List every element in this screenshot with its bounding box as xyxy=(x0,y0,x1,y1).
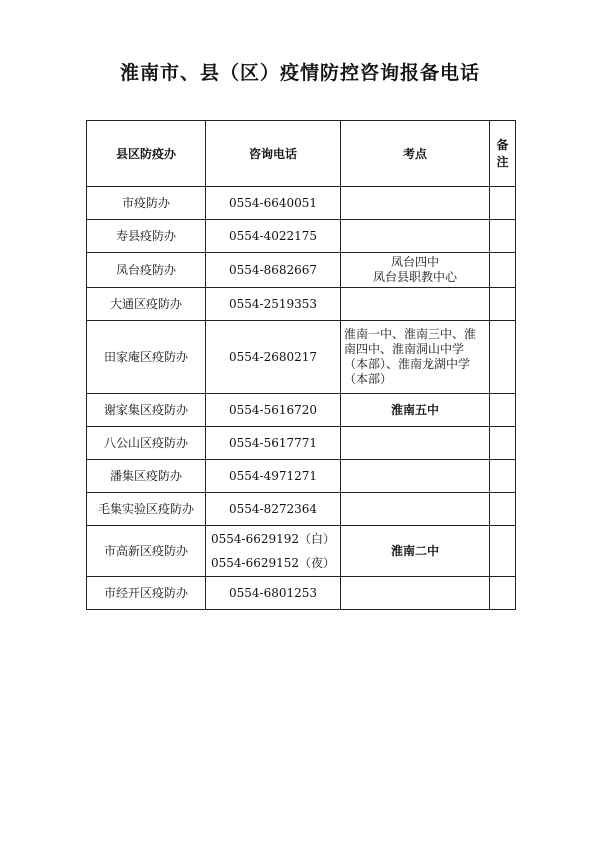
site-name: （本部） xyxy=(344,372,393,386)
phone-number: 0554-8682667 xyxy=(228,263,318,277)
header-site: 考点 xyxy=(341,121,490,187)
page-title: 淮南市、县（区）疫情防控咨询报备电话 xyxy=(119,62,480,84)
table-row xyxy=(87,394,516,427)
note-cell xyxy=(490,493,516,526)
note-cell xyxy=(490,187,516,220)
phone-number: 0554-2519353 xyxy=(228,297,318,311)
phone-number: 0554-2680217 xyxy=(228,350,318,364)
header-note xyxy=(490,121,516,187)
note-cell xyxy=(490,427,516,460)
site-cell xyxy=(341,427,490,460)
phone-number: 0554-6629152（夜） xyxy=(210,556,336,570)
table-row xyxy=(87,321,516,394)
phone-number: 0554-5617771 xyxy=(228,436,318,450)
table-row xyxy=(87,577,516,610)
phone-cell xyxy=(206,427,341,460)
phone-number: 0554-6640051 xyxy=(228,196,318,210)
site-name: 淮南五中 xyxy=(390,403,439,417)
table-row xyxy=(87,187,516,220)
note-cell xyxy=(490,394,516,427)
site-name: 淮南一中、淮南三中、淮 xyxy=(344,327,477,341)
site-name: 南四中、淮南洞山中学 xyxy=(344,342,465,356)
phone-number: 0554-8272364 xyxy=(228,502,318,516)
office-cell: 大通区疫防办 xyxy=(87,288,206,321)
note-cell xyxy=(490,253,516,288)
table-row xyxy=(87,288,516,321)
phone-number: 0554-6629192（白） xyxy=(210,532,336,546)
note-cell xyxy=(490,460,516,493)
office-cell: 市高新区疫防办 xyxy=(87,526,206,577)
site-cell xyxy=(341,187,490,220)
phone-cell xyxy=(206,253,341,288)
site-cell xyxy=(341,394,490,427)
phone-number: 0554-4971271 xyxy=(228,469,318,483)
phone-number: 0554-6801253 xyxy=(228,586,318,600)
note-cell xyxy=(490,288,516,321)
note-cell xyxy=(490,577,516,610)
header-office: 县区防疫办 xyxy=(87,121,206,187)
phone-number: 0554-4022175 xyxy=(228,229,318,243)
office-cell: 田家庵区疫防办 xyxy=(87,321,206,394)
phone-cell xyxy=(206,460,341,493)
hotline-table xyxy=(86,120,516,610)
phone-cell xyxy=(206,220,341,253)
table-row xyxy=(87,526,516,577)
office-cell: 市疫防办 xyxy=(87,187,206,220)
phone-cell xyxy=(206,187,341,220)
site-name: 凤台四中 xyxy=(390,255,439,269)
site-cell xyxy=(341,288,490,321)
note-cell xyxy=(490,220,516,253)
header-note-char-2: 注 xyxy=(496,154,509,169)
site-cell xyxy=(341,220,490,253)
phone-cell xyxy=(206,493,341,526)
site-cell xyxy=(341,577,490,610)
note-cell xyxy=(490,321,516,394)
phone-cell xyxy=(206,394,341,427)
table-row xyxy=(87,427,516,460)
table-row xyxy=(87,253,516,288)
site-cell xyxy=(341,493,490,526)
site-cell xyxy=(341,526,490,577)
office-cell: 市经开区疫防办 xyxy=(87,577,206,610)
site-name: 凤台县职教中心 xyxy=(372,270,457,284)
site-name: （本部）、淮南龙湖中学 xyxy=(344,357,471,371)
phone-cell xyxy=(206,288,341,321)
office-cell: 毛集实验区疫防办 xyxy=(87,493,206,526)
note-cell xyxy=(490,526,516,577)
header-note-char-1: 备 xyxy=(496,137,509,152)
table-row xyxy=(87,493,516,526)
site-cell xyxy=(341,321,490,394)
office-cell: 八公山区疫防办 xyxy=(87,427,206,460)
office-cell: 凤台疫防办 xyxy=(87,253,206,288)
site-cell xyxy=(341,253,490,288)
office-cell: 寿县疫防办 xyxy=(87,220,206,253)
office-cell: 潘集区疫防办 xyxy=(87,460,206,493)
site-cell xyxy=(341,460,490,493)
site-name: 淮南二中 xyxy=(390,544,439,558)
header-phone: 咨询电话 xyxy=(206,121,341,187)
table-row xyxy=(87,460,516,493)
header-row xyxy=(87,121,516,187)
office-cell: 谢家集区疫防办 xyxy=(87,394,206,427)
phone-cell xyxy=(206,526,341,577)
phone-number: 0554-5616720 xyxy=(228,403,318,417)
phone-cell xyxy=(206,321,341,394)
table-row xyxy=(87,220,516,253)
phone-cell xyxy=(206,577,341,610)
